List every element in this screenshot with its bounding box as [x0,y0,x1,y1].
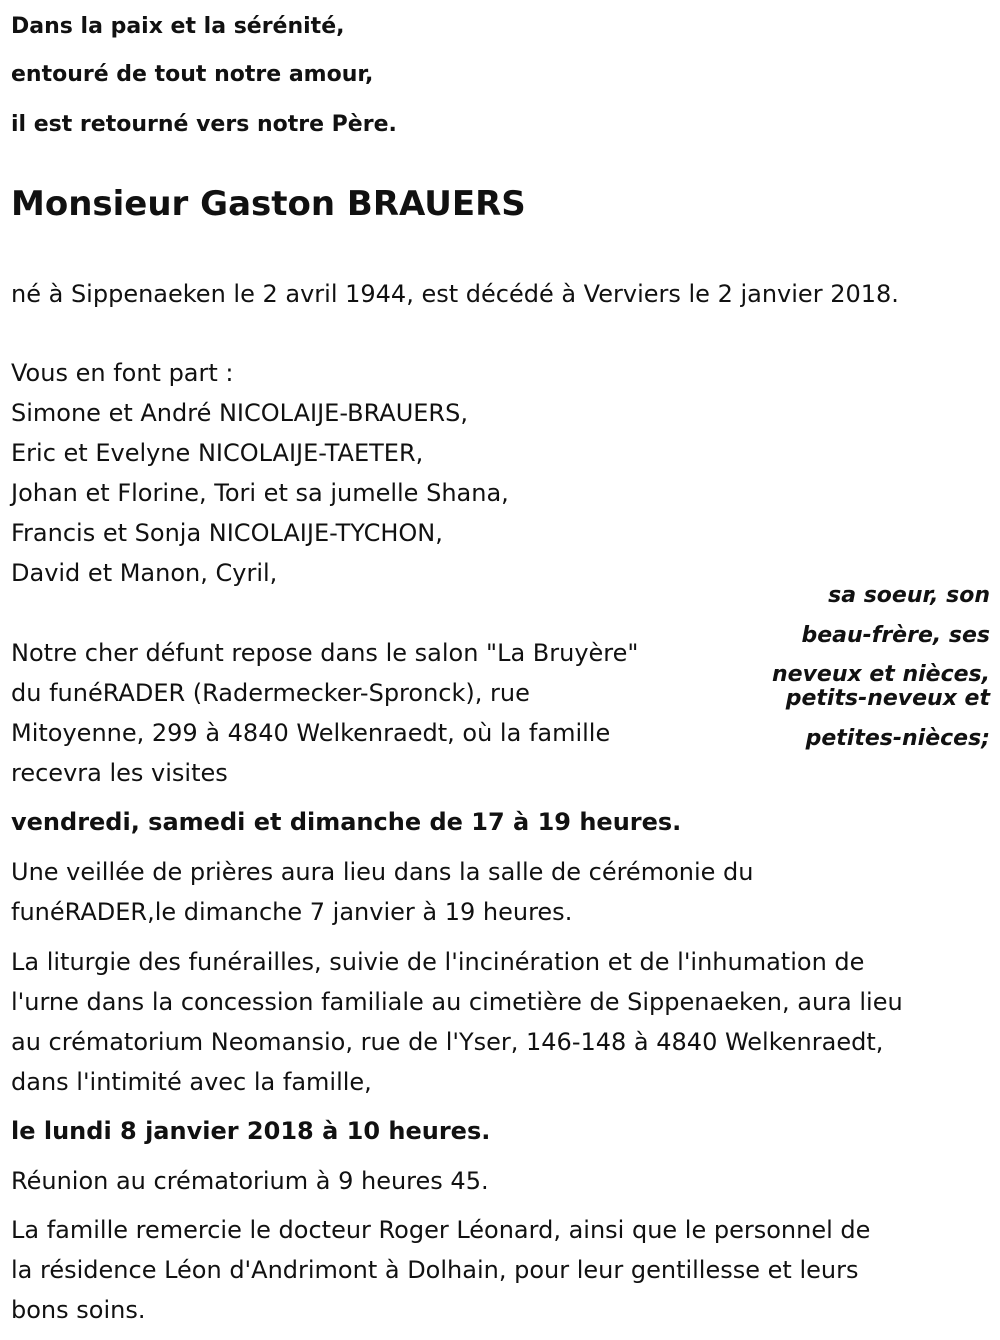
relation-line-4: petits-neveux et [785,686,990,711]
meeting-line: Réunion au crématorium à 9 heures 45. [11,1167,489,1195]
intro-line-1: Dans la paix et la sérénité, [11,14,345,39]
liturgy-line-1: La liturgie des funérailles, suivie de l'incinération et de l'inhumation de [11,948,865,976]
liturgy-line-2: l'urne dans la concession familiale au cimetière de Sippenaeken, aura lieu [11,988,903,1016]
birth-death-line: né à Sippenaeken le 2 avril 1944, est décédé à Verviers le 2 janvier 2018. [11,280,899,308]
visiting-hours: vendredi, samedi et dimanche de 17 à 19 heures. [11,808,682,836]
family-line-2: Eric et Evelyne NICOLAIJE-TAETER, [11,439,424,467]
family-line-5: David et Manon, Cyril, [11,559,278,587]
repose-line-2: du funéRADER (Radermecker-Spronck), rue [11,679,530,707]
liturgy-line-3: au crématorium Neomansio, rue de l'Yser, 146-148 à 4840 Welkenraedt, [11,1028,884,1056]
announcers-intro: Vous en font part : [11,359,234,387]
vigil-line-2: funéRADER,le dimanche 7 janvier à 19 heures. [11,898,573,926]
relation-line-1: sa soeur, son [828,583,990,608]
vigil-line-1: Une veillée de prières aura lieu dans la salle de cérémonie du [11,858,754,886]
relation-line-5: petites-nièces; [805,726,990,751]
family-line-4: Francis et Sonja NICOLAIJE-TYCHON, [11,519,443,547]
relation-line-3: neveux et nièces, [772,662,990,687]
thanks-line-1: La famille remercie le docteur Roger Léonard, ainsi que le personnel de [11,1216,871,1244]
liturgy-line-4: dans l'intimité avec la famille, [11,1068,372,1096]
family-line-3: Johan et Florine, Tori et sa jumelle Shana, [11,479,509,507]
repose-line-4: recevra les visites [11,759,228,787]
ceremony-date: le lundi 8 janvier 2018 à 10 heures. [11,1117,491,1145]
relation-line-2: beau-frère, ses [801,623,990,648]
deceased-name: Monsieur Gaston BRAUERS [11,184,526,224]
repose-line-1: Notre cher défunt repose dans le salon "La Bruyère" [11,639,639,667]
intro-line-3: il est retourné vers notre Père. [11,112,397,137]
thanks-line-3: bons soins. [11,1296,146,1324]
intro-line-2: entouré de tout notre amour, [11,62,374,87]
repose-line-3: Mitoyenne, 299 à 4840 Welkenraedt, où la famille [11,719,611,747]
family-line-1: Simone et André NICOLAIJE-BRAUERS, [11,399,468,427]
thanks-line-2: la résidence Léon d'Andrimont à Dolhain, pour leur gentillesse et leurs [11,1256,859,1284]
